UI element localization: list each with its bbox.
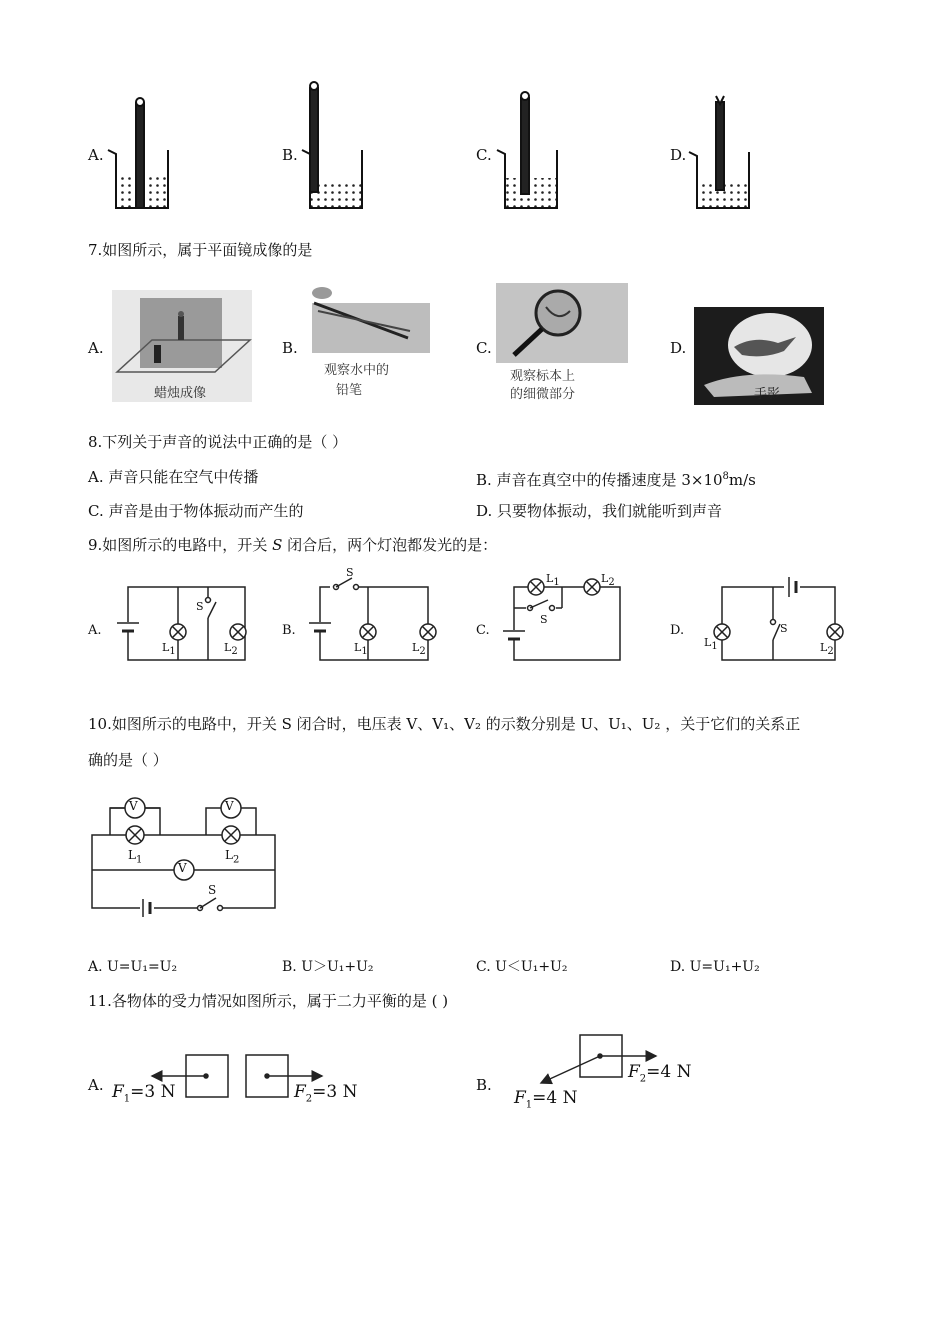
q10-option-c: C. U＜U₁+U₂ (476, 959, 568, 975)
q11-b-f1-label: $F_1=4$ N (514, 1088, 578, 1111)
q11-option-a-label: A. (88, 1076, 104, 1094)
q6-option-b-label: B. (282, 146, 298, 164)
q7-caption-pencil-1: 观察水中的 (324, 363, 390, 378)
q6-option-c-label: C. (476, 146, 492, 164)
q10-v2-meter-label: V (225, 799, 234, 813)
q9-c-l2-label: $L_2$ (601, 572, 615, 589)
q9-a-switch-label: S (196, 600, 204, 613)
q10-switch-label: S (208, 883, 217, 897)
q10-option-a: A. U=U₁=U₂ (88, 959, 178, 975)
q9-b-switch-label: S (346, 566, 354, 579)
q9-d-l2-label: $L_2$ (820, 641, 834, 658)
q7-caption-candle: 蜡烛成像 (154, 386, 207, 401)
q9-option-b-label: B. (282, 623, 296, 638)
q7-caption-specimen-1: 观察标本上 (510, 369, 576, 384)
q11-b-f2-label: $F_2=4$ N (628, 1062, 692, 1085)
q7-caption-hand-shadow: 手影 (754, 387, 781, 402)
q10-v-meter-label: V (178, 861, 187, 875)
q8-option-a: A. 声音只能在空气中传播 (88, 468, 259, 486)
q10-stem-line2: 确的是（ ） (88, 751, 168, 769)
q9-c-switch-label: S (540, 613, 548, 626)
q7-option-d-label: D. (670, 339, 687, 357)
q7-option-a-label: A. (88, 339, 104, 357)
q9-d-l1-label: $L_1$ (704, 636, 718, 653)
q11-option-b-label: B. (476, 1076, 492, 1094)
q11-stem: 11.各物体的受力情况如图所示，属于二力平衡的是 ( ) (88, 992, 449, 1010)
q11-a-f1-label: $F_1=3$ N (112, 1082, 176, 1105)
q9-option-a-label: A. (88, 623, 102, 638)
q10-stem-line1: 10.如图所示的电路中，开关 S 闭合时，电压表 V、V₁、V₂ 的示数分别是 U、U₁、U₂ ，关于它们的关系正 (88, 715, 801, 733)
q10-l1-label: $L_1$ (128, 848, 143, 866)
q9-d-switch-label: S (780, 622, 788, 635)
q7-caption-specimen-2: 的细微部分 (510, 387, 576, 402)
q9-b-l2-label: $L_2$ (412, 641, 426, 658)
q9-c-l1-label: $L_1$ (546, 572, 560, 589)
q8-option-d: D. 只要物体振动，我们就能听到声音 (476, 502, 723, 520)
q9-option-c-label: C. (476, 623, 490, 638)
q9-a-l2-label: $L_2$ (224, 641, 238, 658)
q10-v1-meter-label: V (129, 799, 138, 813)
q7-option-c-label: C. (476, 339, 492, 357)
q8-option-c: C. 声音是由于物体振动而产生的 (88, 502, 304, 520)
q10-option-b: B. U＞U₁+U₂ (282, 959, 374, 975)
q11-a-f2-label: $F_2=3$ N (294, 1082, 358, 1105)
q9-option-d-label: D. (670, 623, 685, 638)
q8-option-b: B. 声音在真空中的传播速度是 $3\times 10^8m/s$ (476, 471, 756, 489)
q7-option-b-label: B. (282, 339, 298, 357)
q10-option-d: D. U=U₁+U₂ (670, 959, 760, 975)
q9-a-l1-label: $L_1$ (162, 641, 176, 658)
q7-stem: 7.如图所示，属于平面镜成像的是 (88, 241, 313, 259)
q9-b-l1-label: $L_1$ (354, 641, 368, 658)
q6-option-d-label: D. (670, 146, 687, 164)
q6-option-a-label: A. (88, 146, 104, 164)
q8-stem: 8.下列关于声音的说法中正确的是（ ） (88, 433, 348, 451)
q7-caption-pencil-2: 铅笔 (336, 383, 363, 398)
q9-stem: 9.如图所示的电路中，开关 S 闭合后，两个灯泡都发光的是： (88, 536, 498, 554)
q10-l2-label: $L_2$ (225, 848, 240, 866)
